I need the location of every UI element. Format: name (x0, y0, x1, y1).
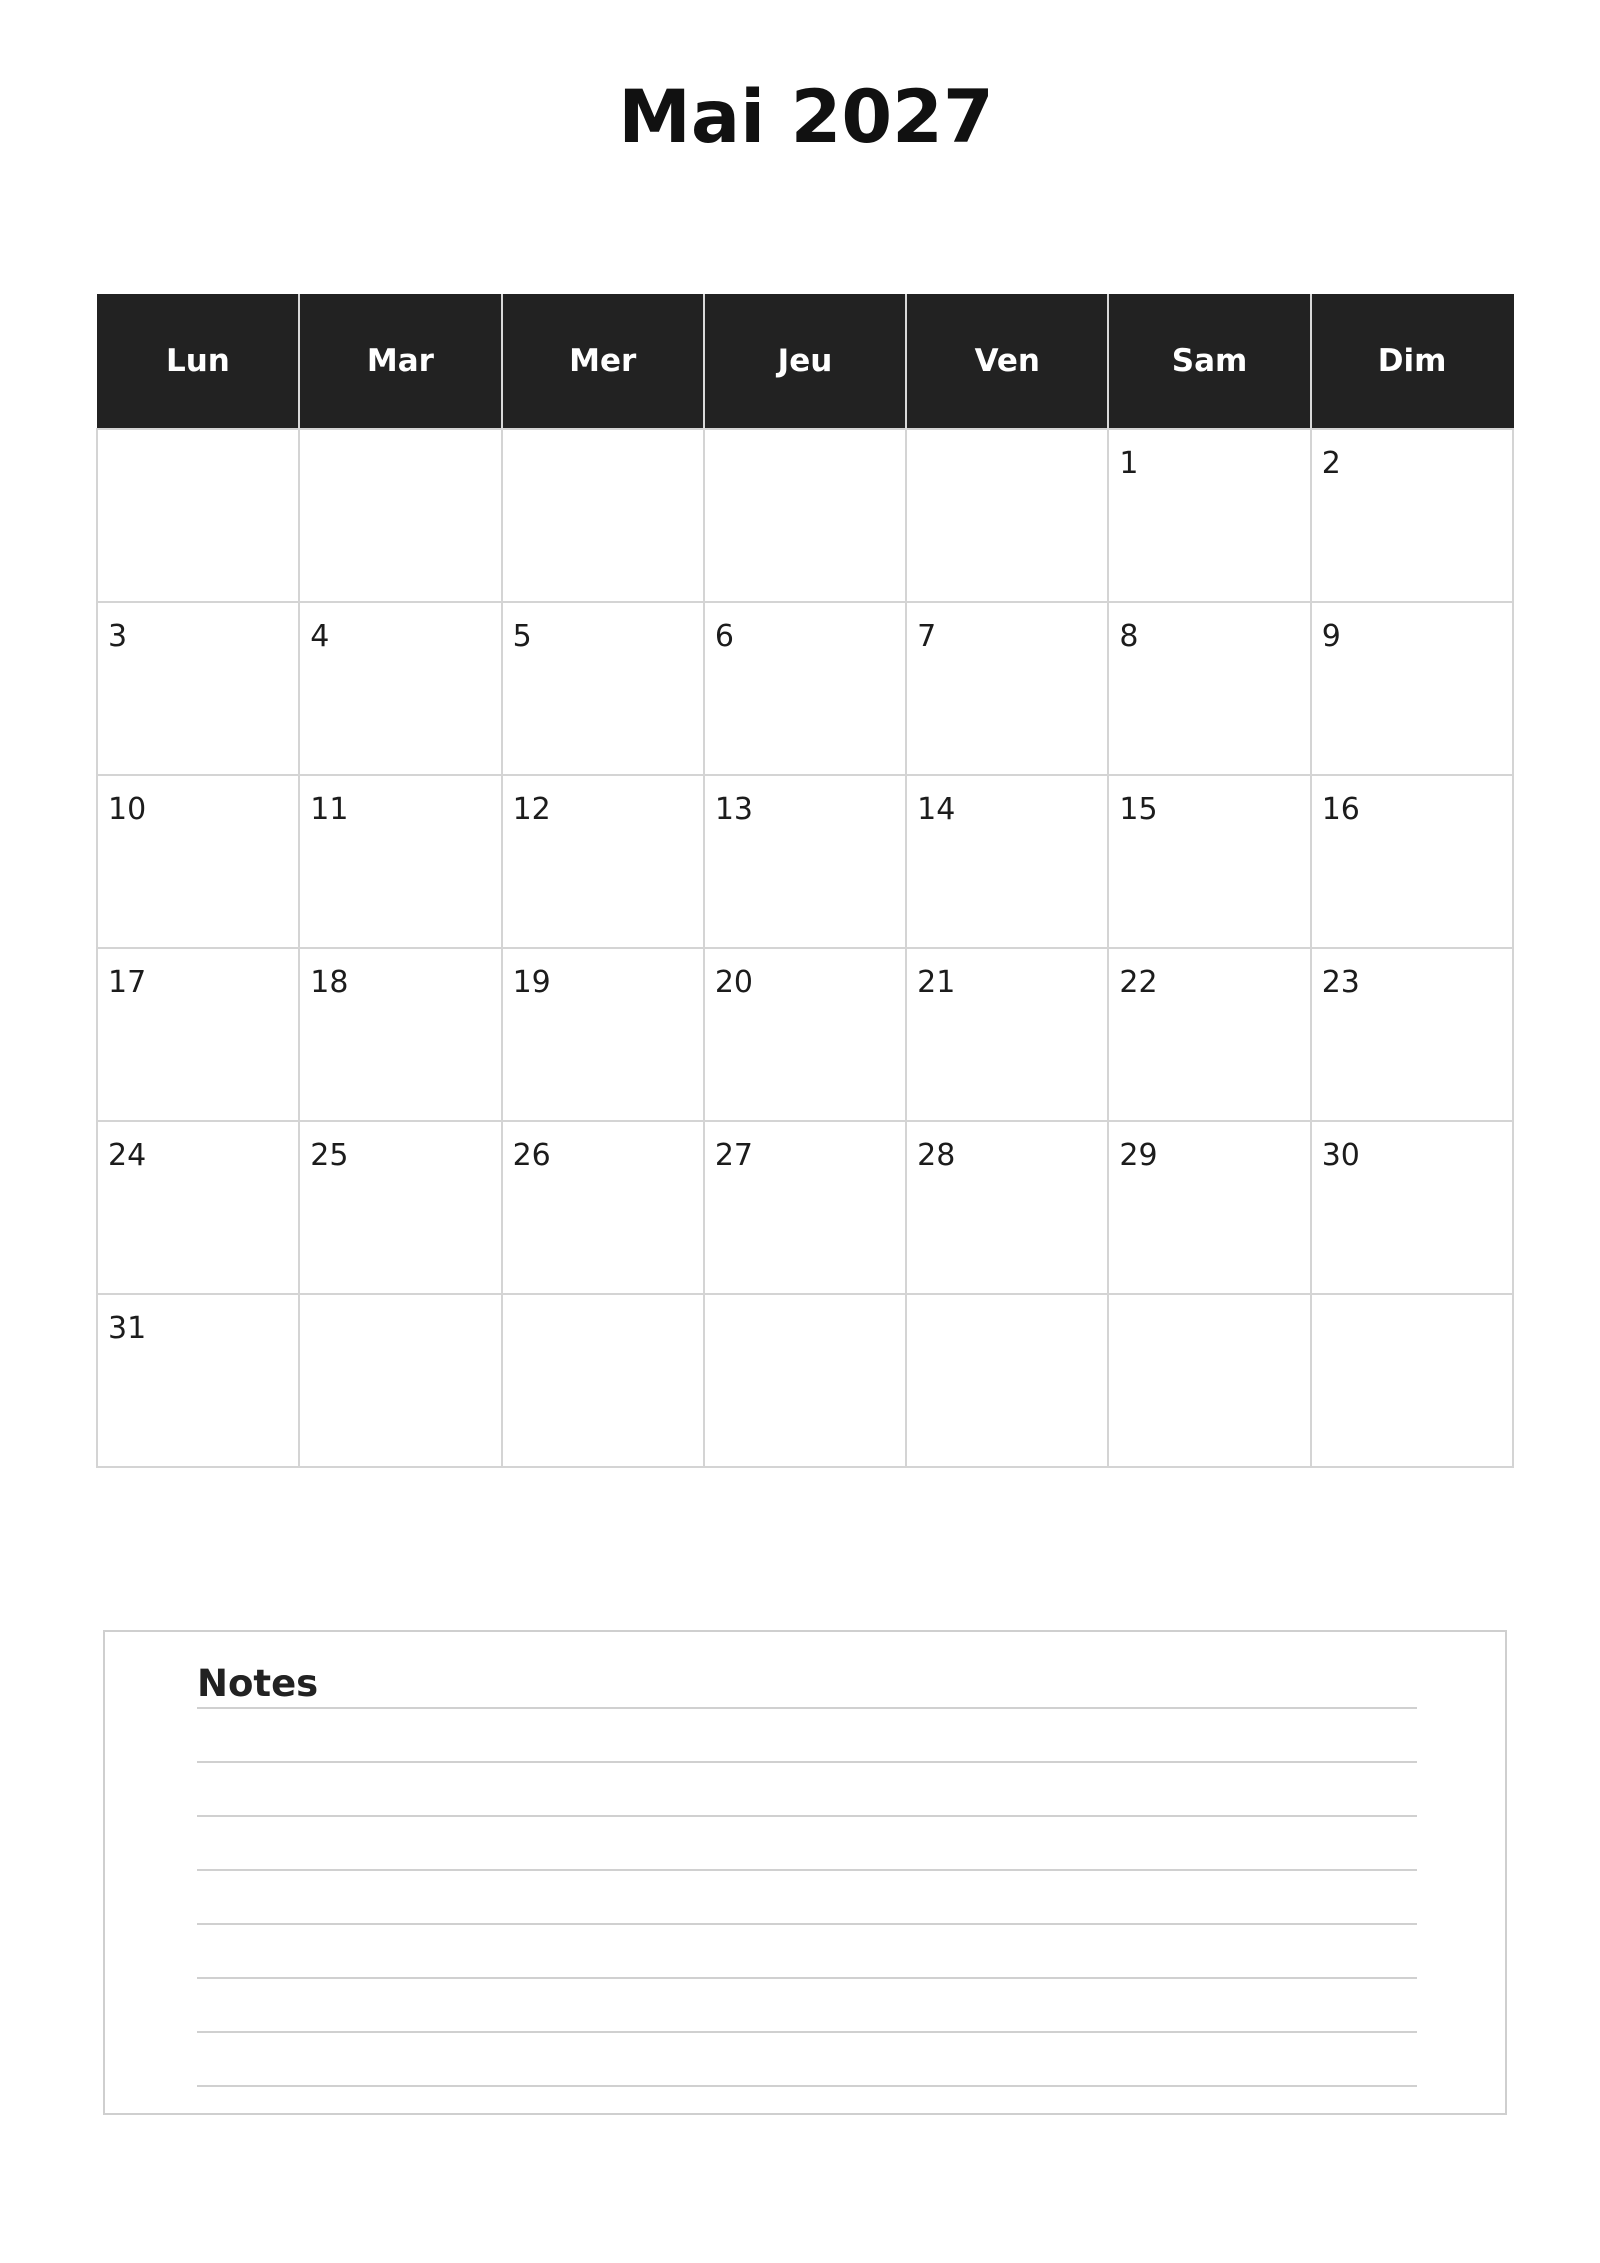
day-cell[interactable] (97, 948, 299, 1121)
day-number: 15 (1119, 792, 1158, 827)
day-number: 3 (108, 619, 128, 654)
weekday-header: Jeu (704, 294, 906, 429)
empty-day-cell (704, 429, 906, 602)
empty-day-cell (906, 1294, 1108, 1467)
day-number: 27 (714, 1138, 754, 1173)
day-cell[interactable] (704, 948, 906, 1121)
day-number: 23 (1321, 965, 1360, 1000)
note-line[interactable] (197, 2031, 1417, 2033)
week-row (97, 602, 1513, 775)
day-number: 26 (512, 1138, 551, 1173)
day-number: 17 (108, 965, 147, 1000)
day-number: 2 (1321, 446, 1341, 481)
day-cell[interactable] (906, 948, 1108, 1121)
day-cell[interactable] (1108, 948, 1310, 1121)
day-number: 10 (108, 792, 147, 827)
day-number: 12 (512, 792, 551, 827)
day-number: 21 (917, 965, 956, 1000)
weekday-header: Mer (502, 294, 704, 429)
day-cell[interactable] (502, 1121, 704, 1294)
day-cell[interactable] (1311, 948, 1513, 1121)
empty-day-cell (97, 429, 299, 602)
day-number: 28 (917, 1138, 956, 1173)
day-cell[interactable] (97, 1294, 299, 1467)
day-cell[interactable] (502, 775, 704, 948)
day-cell[interactable] (906, 602, 1108, 775)
day-cell[interactable] (1311, 775, 1513, 948)
weekday-header: Ven (906, 294, 1108, 429)
day-cell[interactable] (1311, 429, 1513, 602)
day-number: 7 (917, 619, 937, 654)
empty-day-cell (906, 429, 1108, 602)
empty-day-cell (1108, 1294, 1310, 1467)
weekday-header-row (97, 294, 1513, 429)
empty-day-cell (299, 1294, 501, 1467)
day-number: 9 (1321, 619, 1341, 654)
day-cell[interactable] (1108, 1121, 1310, 1294)
day-number: 22 (1119, 965, 1158, 1000)
page-title: Mai 2027 (618, 75, 994, 160)
note-line[interactable] (197, 1707, 1417, 1709)
day-number: 24 (108, 1138, 147, 1173)
day-cell[interactable] (704, 775, 906, 948)
note-line[interactable] (197, 1761, 1417, 1763)
day-cell[interactable] (1108, 429, 1310, 602)
day-cell[interactable] (97, 602, 299, 775)
empty-day-cell (1311, 1294, 1513, 1467)
day-cell[interactable] (97, 1121, 299, 1294)
day-number: 14 (917, 792, 956, 827)
day-cell[interactable] (1108, 602, 1310, 775)
day-cell[interactable] (299, 1121, 501, 1294)
weekday-header: Lun (97, 294, 299, 429)
day-cell[interactable] (704, 1121, 906, 1294)
week-row (97, 1294, 1513, 1467)
notes-title: Notes (197, 1662, 319, 1705)
day-cell[interactable] (906, 775, 1108, 948)
day-number: 11 (310, 792, 349, 827)
empty-day-cell (502, 1294, 704, 1467)
day-number: 1 (1119, 446, 1139, 481)
note-line[interactable] (197, 2085, 1417, 2087)
week-row (97, 948, 1513, 1121)
day-number: 29 (1119, 1138, 1158, 1173)
weekday-header: Sam (1108, 294, 1310, 429)
day-number: 20 (714, 965, 754, 1000)
notes-section (103, 1630, 1507, 2115)
day-cell[interactable] (704, 602, 906, 775)
day-cell[interactable] (502, 602, 704, 775)
week-row (97, 775, 1513, 948)
day-number: 13 (714, 792, 754, 827)
empty-day-cell (299, 429, 501, 602)
day-cell[interactable] (1311, 1121, 1513, 1294)
empty-day-cell (704, 1294, 906, 1467)
empty-day-cell (502, 429, 704, 602)
day-number: 18 (310, 965, 349, 1000)
day-cell[interactable] (1108, 775, 1310, 948)
day-number: 16 (1321, 792, 1360, 827)
week-row (97, 1121, 1513, 1294)
day-number: 30 (1321, 1138, 1360, 1173)
day-cell[interactable] (1311, 602, 1513, 775)
day-number: 6 (714, 619, 734, 654)
note-line[interactable] (197, 1869, 1417, 1871)
weekday-header: Dim (1311, 294, 1513, 429)
day-number: 8 (1119, 619, 1139, 654)
day-number: 4 (310, 619, 330, 654)
day-cell[interactable] (299, 775, 501, 948)
day-cell[interactable] (299, 602, 501, 775)
day-number: 5 (512, 619, 532, 654)
note-line[interactable] (197, 1977, 1417, 1979)
week-row (97, 429, 1513, 602)
day-cell[interactable] (97, 775, 299, 948)
day-number: 19 (512, 965, 551, 1000)
day-cell[interactable] (502, 948, 704, 1121)
day-cell[interactable] (906, 1121, 1108, 1294)
weekday-header: Mar (299, 294, 501, 429)
day-number: 25 (310, 1138, 349, 1173)
calendar-grid (96, 294, 1514, 1468)
day-number: 31 (108, 1311, 147, 1346)
note-line[interactable] (197, 1815, 1417, 1817)
note-line[interactable] (197, 1923, 1417, 1925)
day-cell[interactable] (299, 948, 501, 1121)
